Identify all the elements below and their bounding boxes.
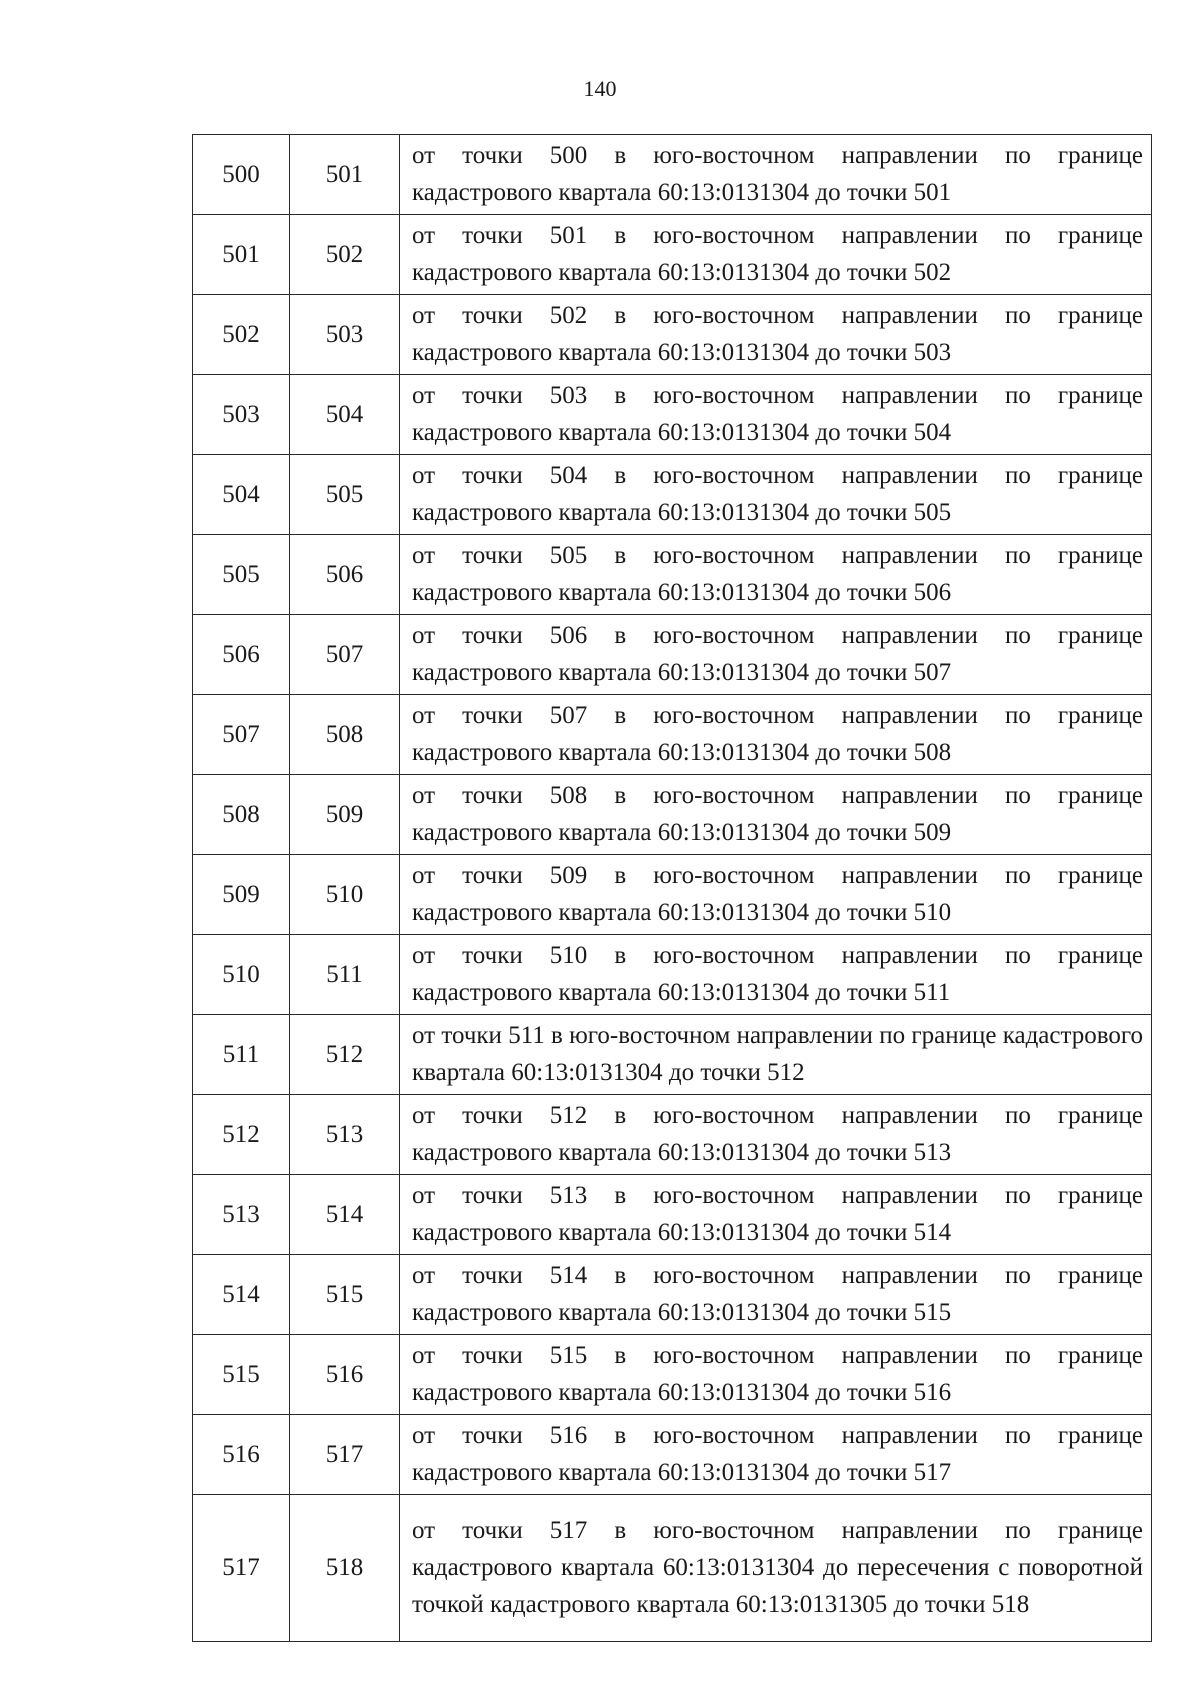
table-row [193, 1335, 1152, 1415]
to-point: 502 [290, 215, 400, 295]
to-point: 507 [290, 615, 400, 695]
page-number: 140 [583, 76, 617, 101]
segment-description: от точки 505 в юго-восточном направлении по границе кадастрового квартала 60:13:0131304 до точки 506 [400, 535, 1152, 615]
segment-description: от точки 500 в юго-восточном направлении по границе кадастрового квартала 60:13:0131304 до точки 501 [400, 135, 1152, 215]
from-point: 509 [193, 855, 290, 935]
from-point: 501 [193, 215, 290, 295]
from-point: 514 [193, 1255, 290, 1335]
segment-description: от точки 515 в юго-восточном направлении по границе кадастрового квартала 60:13:0131304 до точки 516 [400, 1335, 1152, 1415]
to-point: 510 [290, 855, 400, 935]
table-row [193, 615, 1152, 695]
to-point: 504 [290, 375, 400, 455]
table-row [193, 375, 1152, 455]
to-point: 506 [290, 535, 400, 615]
table-row [193, 295, 1152, 375]
to-point: 503 [290, 295, 400, 375]
from-point: 502 [193, 295, 290, 375]
to-point: 515 [290, 1255, 400, 1335]
segment-description: от точки 513 в юго-восточном направлении по границе кадастрового квартала 60:13:0131304 до точки 514 [400, 1175, 1152, 1255]
segment-description: от точки 507 в юго-восточном направлении по границе кадастрового квартала 60:13:0131304 до точки 508 [400, 695, 1152, 775]
from-point: 517 [193, 1495, 290, 1642]
table-row [193, 695, 1152, 775]
table-row [193, 775, 1152, 855]
from-point: 504 [193, 455, 290, 535]
from-point: 505 [193, 535, 290, 615]
from-point: 513 [193, 1175, 290, 1255]
from-point: 510 [193, 935, 290, 1015]
from-point: 515 [193, 1335, 290, 1415]
to-point: 516 [290, 1335, 400, 1415]
from-point: 503 [193, 375, 290, 455]
segment-description: от точки 501 в юго-восточном направлении по границе кадастрового квартала 60:13:0131304 до точки 502 [400, 215, 1152, 295]
table-row [193, 1175, 1152, 1255]
table-row [193, 535, 1152, 615]
table-row [193, 1495, 1152, 1642]
table-row [193, 1015, 1152, 1095]
to-point: 512 [290, 1015, 400, 1095]
from-point: 512 [193, 1095, 290, 1175]
to-point: 518 [290, 1495, 400, 1642]
segment-description: от точки 508 в юго-восточном направлении по границе кадастрового квартала 60:13:0131304 до точки 509 [400, 775, 1152, 855]
table-row [193, 135, 1152, 215]
to-point: 508 [290, 695, 400, 775]
to-point: 517 [290, 1415, 400, 1495]
from-point: 511 [193, 1015, 290, 1095]
from-point: 506 [193, 615, 290, 695]
from-point: 516 [193, 1415, 290, 1495]
from-point: 507 [193, 695, 290, 775]
table-row [193, 1255, 1152, 1335]
segment-description: от точки 514 в юго-восточном направлении по границе кадастрового квартала 60:13:0131304 до точки 515 [400, 1255, 1152, 1335]
table-row [193, 215, 1152, 295]
segment-description: от точки 517 в юго-восточном направлении по границе кадастрового квартала 60:13:0131304 до пересечения с поворотной точкой кадастрового квартала 60:13:0131305 до точки 518 [400, 1495, 1152, 1642]
segment-description: от точки 504 в юго-восточном направлении по границе кадастрового квартала 60:13:0131304 до точки 505 [400, 455, 1152, 535]
table-row [193, 1095, 1152, 1175]
to-point: 513 [290, 1095, 400, 1175]
segment-description: от точки 506 в юго-восточном направлении по границе кадастрового квартала 60:13:0131304 до точки 507 [400, 615, 1152, 695]
from-point: 508 [193, 775, 290, 855]
table-row [193, 455, 1152, 535]
to-point: 514 [290, 1175, 400, 1255]
segment-description: от точки 509 в юго-восточном направлении по границе кадастрового квартала 60:13:0131304 до точки 510 [400, 855, 1152, 935]
segment-description: от точки 512 в юго-восточном направлении по границе кадастрового квартала 60:13:0131304 до точки 513 [400, 1095, 1152, 1175]
to-point: 501 [290, 135, 400, 215]
boundary-table [192, 134, 1152, 1642]
table-row [193, 1415, 1152, 1495]
segment-description: от точки 510 в юго-восточном направлении по границе кадастрового квартала 60:13:0131304 до точки 511 [400, 935, 1152, 1015]
segment-description: от точки 516 в юго-восточном направлении по границе кадастрового квартала 60:13:0131304 до точки 517 [400, 1415, 1152, 1495]
table-row [193, 935, 1152, 1015]
segment-description: от точки 503 в юго-восточном направлении по границе кадастрового квартала 60:13:0131304 до точки 504 [400, 375, 1152, 455]
table-row [193, 855, 1152, 935]
segment-description: от точки 502 в юго-восточном направлении по границе кадастрового квартала 60:13:0131304 до точки 503 [400, 295, 1152, 375]
from-point: 500 [193, 135, 290, 215]
to-point: 511 [290, 935, 400, 1015]
to-point: 505 [290, 455, 400, 535]
segment-description: от точки 511 в юго-восточном направлении по границе кадастрового квартала 60:13:0131304 до точки 512 [400, 1015, 1152, 1095]
to-point: 509 [290, 775, 400, 855]
